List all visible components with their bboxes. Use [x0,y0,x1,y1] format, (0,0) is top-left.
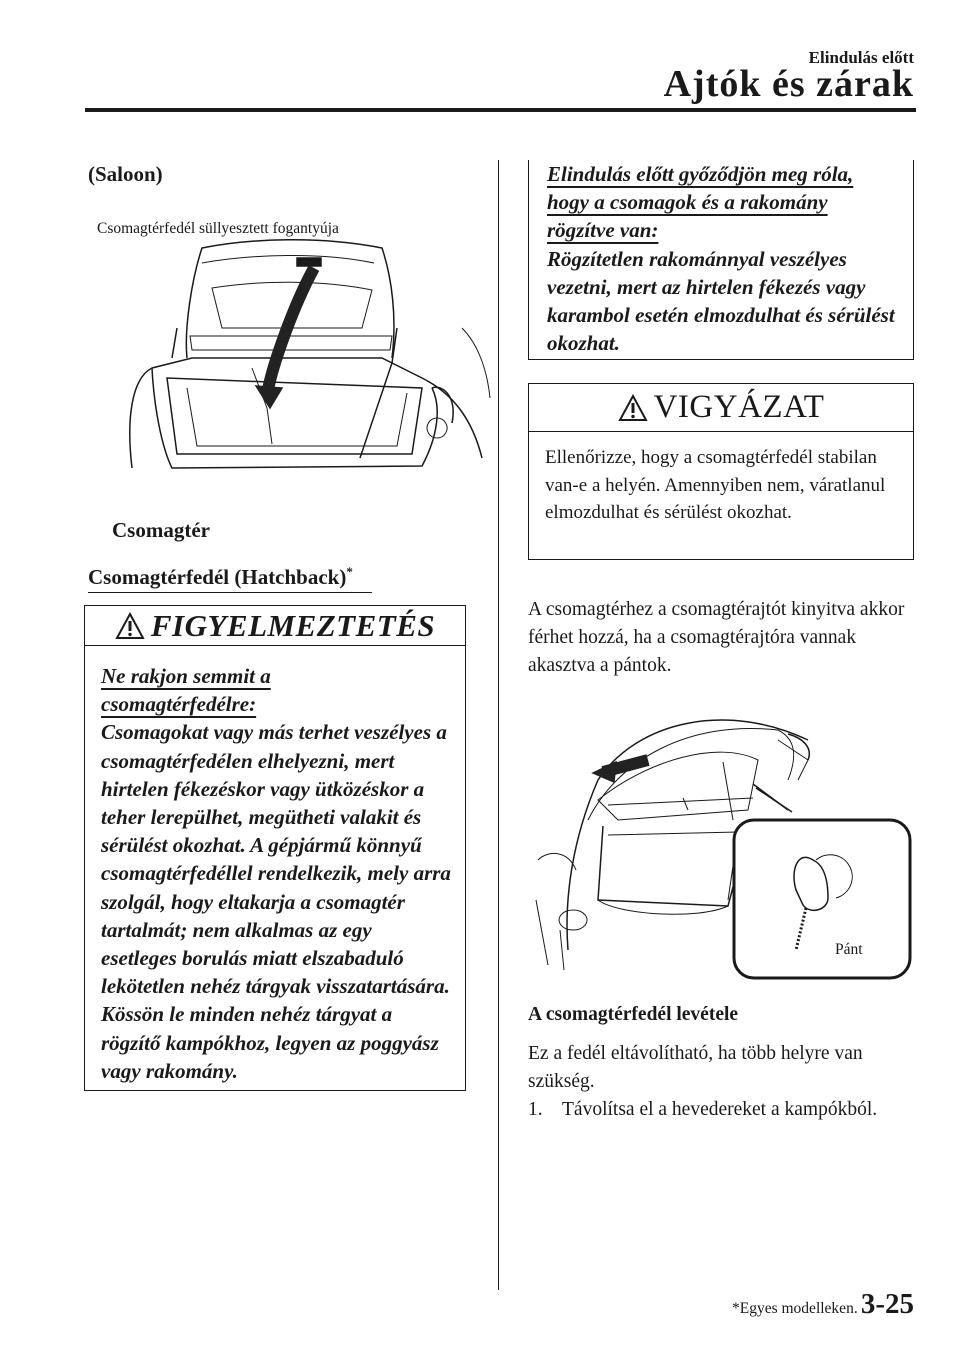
removal-heading: A csomagtérfedél levétele [528,1004,739,1025]
warning-body [85,646,465,1085]
page-number: 3-25 [860,1288,914,1320]
note-box [528,160,914,360]
warning-text: Csomagokat vagy más terhet veszélyes a csomagtérfedélen elhelyezni, mert hirtelen fékezéskor vagy ütközéskor a teher lerepülhet, megütheti valakit és sérülést okozhat. A gépjármű könnyű csomagtérfedéllel rendelkezik, mely arra szolgál, hogy eltakarja a csomagtér tartalmát; nem alkalmas az egy esetleges borulás miatt elszabaduló lekötetlen nehéz tárgyak visszatartására. Kössön le minden nehéz tárgyat a rögzítő kampókhoz, legyen az poggyász vagy rakomány. [101,720,451,1083]
saloon-label: (Saloon) [88,162,163,186]
note-text: Rögzítetlen rakománnyal veszélyes vezetni, mert az hirtelen fékezés vagy karambol esetén elmozdulhat és sérülést okozhat. [547,246,895,356]
column-divider [498,160,499,1290]
saloon-trunk-illustration [92,218,492,502]
caution-text: Ellenőrizze, hogy a csomagtérfedél stabilan van-e a helyén. Amennyiben nem, váratlanul elmozdulhat és sérülést okozhat. [545,447,886,523]
note-lead-2: hogy a csomagok és a rakomány [547,190,828,215]
warning-lead-2: csomagtérfedélre: [101,692,257,717]
trunk-caption: Csomagtér [112,518,210,542]
access-paragraph: A csomagtérhez a csomagtérajtót kinyitva akkor férhet hozzá, ha a csomagtérajtóra vannak akasztva a pántok. [528,599,905,676]
removal-paragraph: Ez a fedél eltávolítható, ha több helyre van szükség. [528,1043,863,1092]
warning-triangle-icon [115,612,145,640]
footnote: *Egyes modelleken. [732,1300,858,1317]
warning-header [85,606,465,646]
warning-lead-1: Ne rakjon semmit a [101,664,271,688]
note-lead-3: rögzítve van: [547,218,659,243]
hatchback-marker: * [346,564,353,579]
header-section: Elindulás előtt [808,48,914,67]
warning-box [84,605,466,1091]
handle-caption: Csomagtérfedél süllyesztett fogantyúja [97,220,339,237]
step-text: Távolítsa el a hevedereket a kampókból. [562,1099,878,1120]
header-rule [85,108,916,112]
strap-caption: Pánt [835,941,863,958]
warning-heading: FIGYELMEZTETÉS [150,607,436,643]
page-title: Ajtók és zárak [663,63,914,105]
caution-heading: VIGYÁZAT [653,389,825,425]
caution-box [528,383,914,560]
step-item [528,1096,918,1124]
note-body [529,160,913,357]
caution-header [529,384,913,432]
caution-triangle-icon [618,394,648,422]
hatchback-tailgate-illustration [528,700,912,980]
note-lead-1: Elindulás előtt győződjön meg róla, [547,162,854,186]
step-number: 1. [528,1099,543,1120]
hatchback-heading [88,564,372,593]
hatchback-heading-text: Csomagtérfedél (Hatchback) [88,565,347,589]
